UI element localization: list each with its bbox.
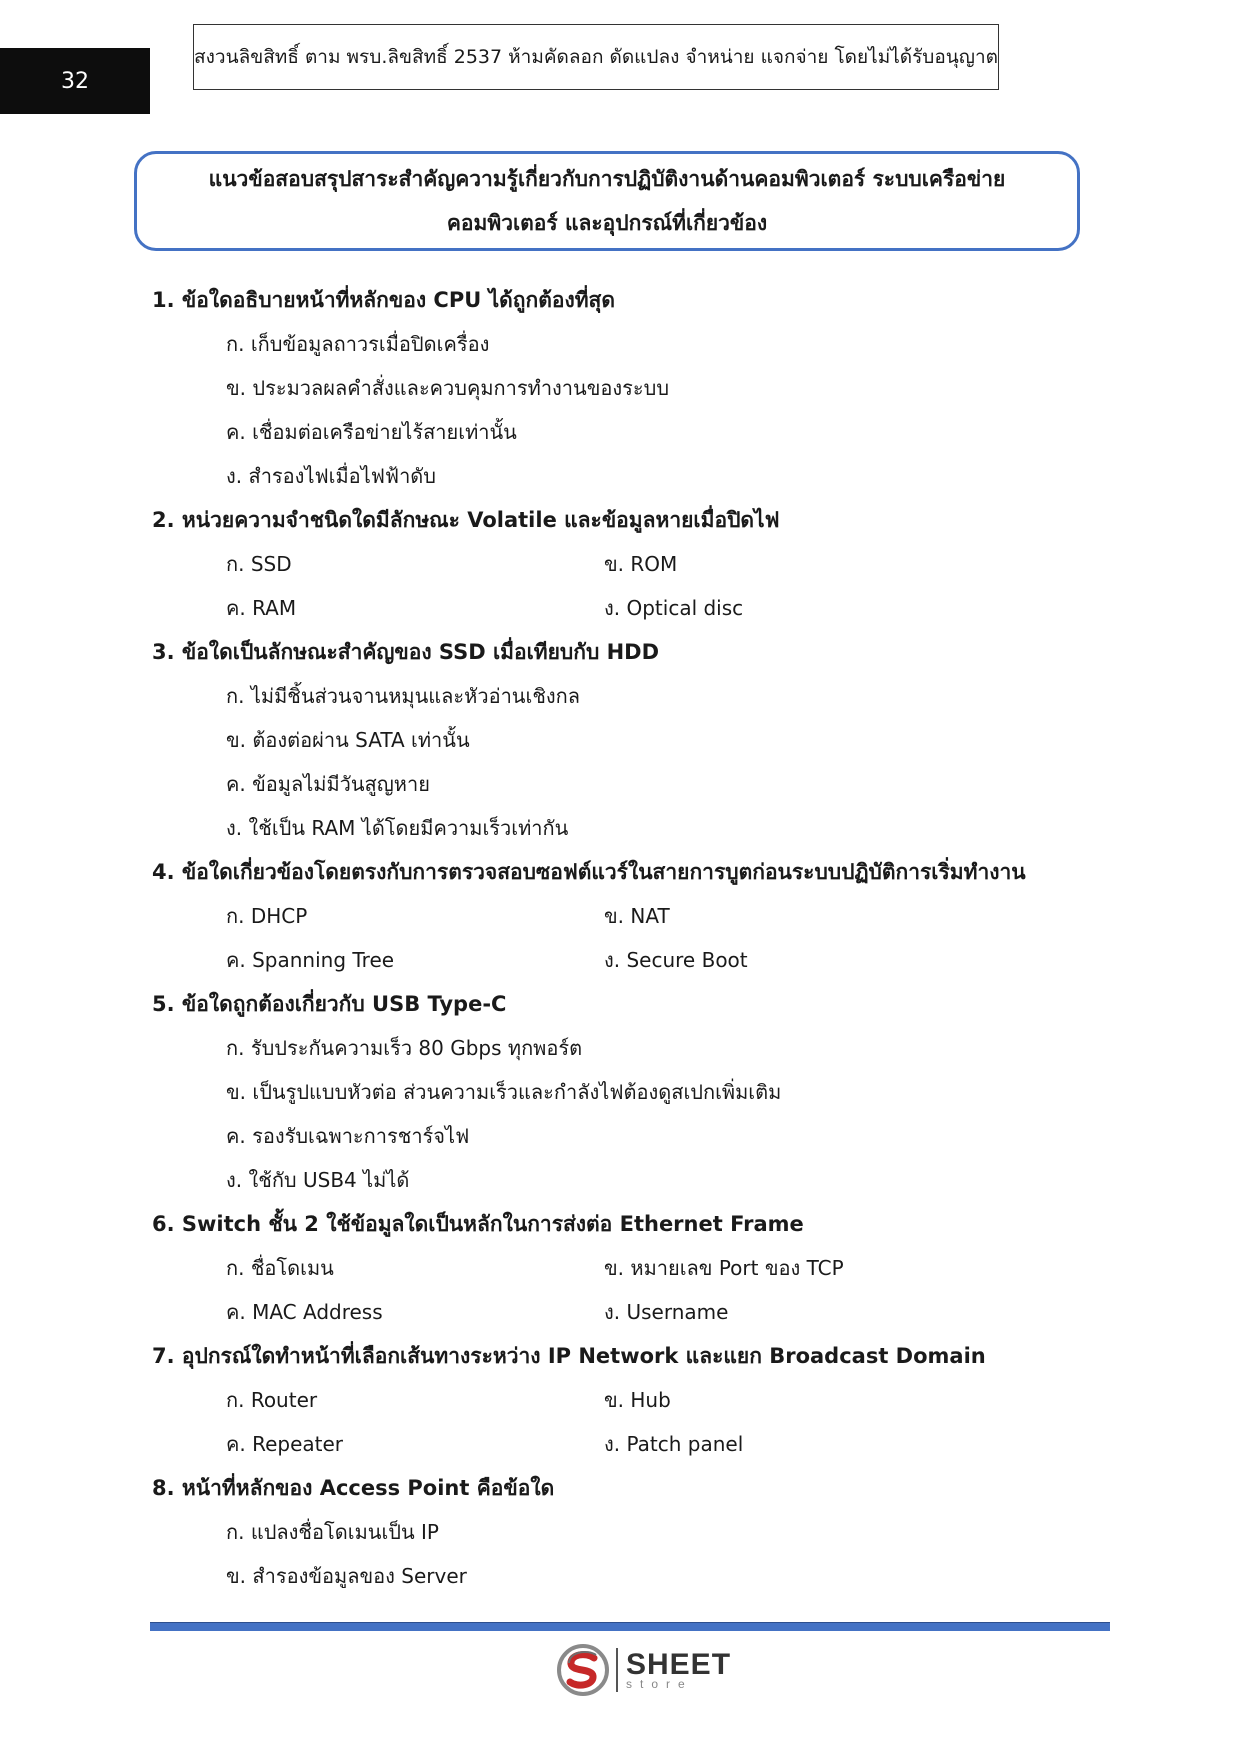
choice-d: ง. Username (604, 1300, 729, 1324)
question-3 (152, 630, 1112, 850)
section-title-line-1: แนวข้อสอบสรุปสาระสำคัญความรู้เกี่ยวกับการปฏิบัติงานด้านคอมพิวเตอร์ ระบบเครือข่าย (208, 167, 1006, 191)
choice-d: ง. Patch panel (604, 1432, 744, 1456)
choice-a: ก. ชื่อโดเมน (226, 1256, 334, 1280)
page-number-text: 32 (61, 68, 89, 94)
choice-a: ก. DHCP (226, 904, 308, 928)
choice-list (152, 674, 1112, 850)
choice-a: ก. เก็บข้อมูลถาวรเมื่อปิดเครื่อง (226, 332, 490, 356)
choice-list (152, 1510, 1112, 1598)
choice-b: ข. ประมวลผลคำสั่งและควบคุมการทำงานของระบบ (226, 376, 670, 400)
question-1 (152, 278, 1112, 498)
question-text: 8. หน้าที่หลักของ Access Point คือข้อใด (152, 1476, 555, 1500)
choice-d: ง. ใช้กับ USB4 ไม่ได้ (226, 1168, 410, 1192)
choice-d: ง. Optical disc (604, 596, 744, 620)
choice-c: ค. เชื่อมต่อเครือข่ายไร้สายเท่านั้น (226, 420, 517, 444)
choice-d: ง. Secure Boot (604, 948, 748, 972)
choice-c: ค. รองรับเฉพาะการชาร์จไฟ (226, 1124, 470, 1148)
page-number (0, 48, 150, 114)
question-text: 2. หน่วยความจำชนิดใดมีลักษณะ Volatile และข้อมูลหายเมื่อปิดไฟ (152, 508, 780, 532)
footer-rule (150, 1622, 1110, 1631)
choice-d: ง. ใช้เป็น RAM ได้โดยมีความเร็วเท่ากัน (226, 816, 569, 840)
choice-b: ข. ROM (604, 552, 678, 576)
question-8 (152, 1466, 1112, 1598)
question-text: 1. ข้อใดอธิบายหน้าที่หลักของ CPU ได้ถูกต้องที่สุด (152, 288, 616, 312)
choice-c: ค. Repeater (226, 1432, 344, 1456)
question-7 (152, 1334, 1112, 1466)
question-5 (152, 982, 1112, 1202)
choice-list (152, 322, 1112, 498)
question-text: 5. ข้อใดถูกต้องเกี่ยวกับ USB Type-C (152, 992, 507, 1016)
section-title-line-2: คอมพิวเตอร์ และอุปกรณ์ที่เกี่ยวข้อง (446, 211, 768, 235)
choice-b: ข. สำรองข้อมูลของ Server (226, 1564, 467, 1588)
copyright-notice (193, 24, 999, 90)
choice-a: ก. รับประกันความเร็ว 80 Gbps ทุกพอร์ต (226, 1036, 583, 1060)
choice-b: ข. หมายเลข Port ของ TCP (604, 1256, 844, 1280)
choice-c: ค. RAM (226, 596, 297, 620)
logo-divider (616, 1648, 618, 1692)
question-text: 6. Switch ชั้น 2 ใช้ข้อมูลใดเป็นหลักในการส่งต่อ Ethernet Frame (152, 1212, 804, 1236)
logo-main-text: SHEET (626, 1648, 732, 1681)
copyright-notice-text: สงวนลิขสิทธิ์ ตาม พรบ.ลิขสิทธิ์ 2537 ห้ามคัดลอก ดัดแปลง จำหน่าย แจกจ่าย โดยไม่ได้รับอนุญาต (194, 46, 998, 68)
question-2 (152, 498, 1112, 630)
section-title-box (134, 151, 1080, 251)
choice-b: ข. ต้องต่อผ่าน SATA เท่านั้น (226, 728, 470, 752)
choice-a: ก. Router (226, 1388, 318, 1412)
footer-logo (556, 1642, 731, 1698)
choice-list (152, 1026, 1112, 1202)
choice-a: ก. SSD (226, 552, 292, 576)
choice-b: ข. Hub (604, 1388, 671, 1412)
choice-a: ก. ไม่มีชิ้นส่วนจานหมุนและหัวอ่านเชิงกล (226, 684, 581, 708)
choice-a: ก. แปลงชื่อโดเมนเป็น IP (226, 1520, 439, 1544)
logo-sub-text: store (626, 1677, 693, 1691)
question-6 (152, 1202, 1112, 1334)
choice-d: ง. สำรองไฟเมื่อไฟฟ้าดับ (226, 464, 436, 488)
question-text: 3. ข้อใดเป็นลักษณะสำคัญของ SSD เมื่อเทียบกับ HDD (152, 640, 660, 664)
question-4 (152, 850, 1112, 982)
choice-list (152, 1378, 1112, 1466)
choice-b: ข. เป็นรูปแบบหัวต่อ ส่วนความเร็วและกำลังไฟต้องดูสเปกเพิ่มเติม (226, 1080, 782, 1104)
question-text: 4. ข้อใดเกี่ยวข้องโดยตรงกับการตรวจสอบซอฟต์แวร์ในสายการบูตก่อนระบบปฏิบัติการเริ่มทำงาน (152, 860, 1026, 884)
choice-c: ค. Spanning Tree (226, 948, 395, 972)
choice-list (152, 894, 1112, 982)
choice-c: ค. MAC Address (226, 1300, 383, 1324)
choice-list (152, 542, 1112, 630)
choice-list (152, 1246, 1112, 1334)
choice-b: ข. NAT (604, 904, 670, 928)
question-list (152, 278, 1112, 1598)
sheet-store-logo-icon (556, 1643, 610, 1697)
choice-c: ค. ข้อมูลไม่มีวันสูญหาย (226, 772, 430, 796)
question-text: 7. อุปกรณ์ใดทำหน้าที่เลือกเส้นทางระหว่าง IP Network และแยก Broadcast Domain (152, 1344, 986, 1368)
logo-wordmark (626, 1650, 731, 1690)
